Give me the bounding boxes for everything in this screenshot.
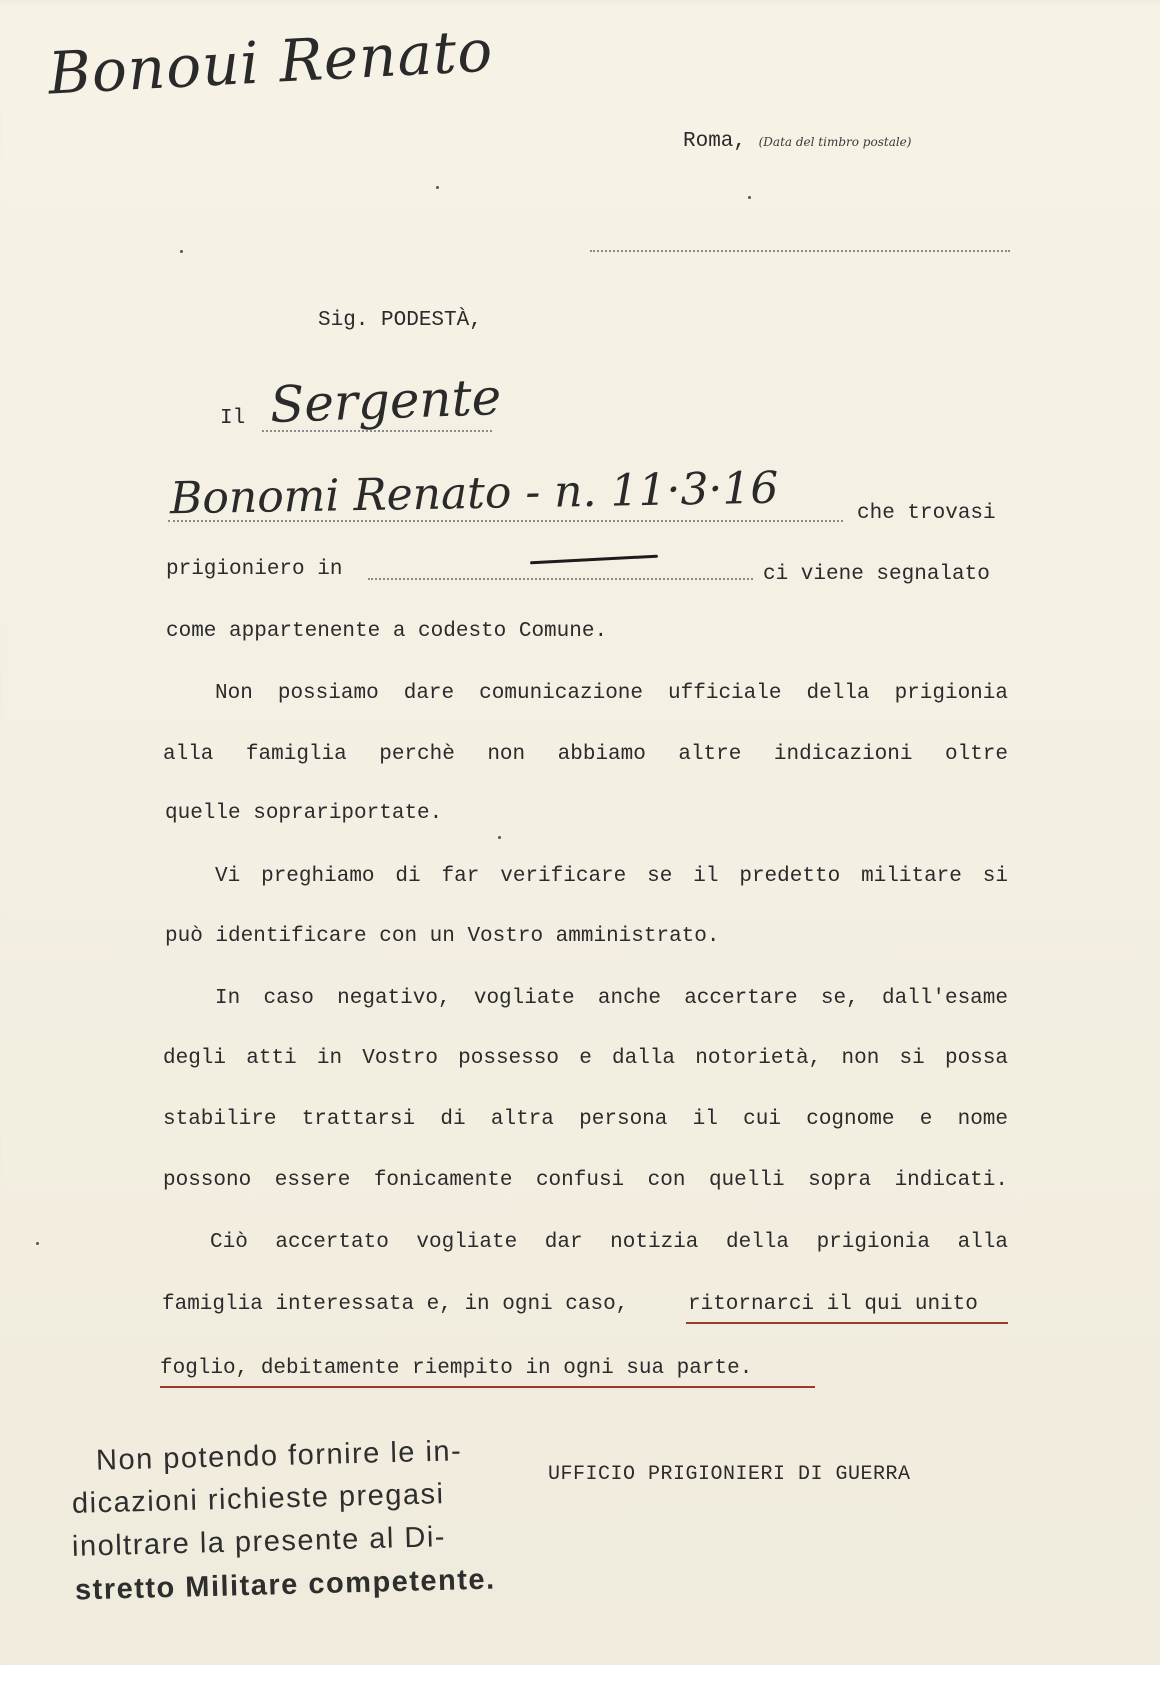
handwritten-rank: Sergente (269, 367, 503, 435)
rank-line (262, 430, 492, 432)
pen-stroke (530, 555, 658, 565)
para3-line1: Vi preghiamo di far verificare se il predetto militare si (215, 865, 1008, 888)
handwritten-soldier-name: Bonomi Renato - n. 11·3·16 (169, 462, 779, 525)
line1-end: che trovasi (857, 502, 996, 525)
place-label (683, 130, 911, 153)
paper-speck (748, 196, 751, 199)
office-signature: UFFICIO PRIGIONIERI DI GUERRA (548, 1463, 911, 1486)
name-line (168, 520, 843, 522)
stamp-line-3: inoltrare la presente al Di- (71, 1521, 447, 1563)
page-edge-right (1160, 0, 1175, 1683)
para4-line4: possono essere fonicamente confusi con quelli sopra indicati. (163, 1169, 1008, 1192)
salutation: Sig. PODESTÀ, (318, 309, 482, 332)
para4-line1: In caso negativo, vogliate anche accertare se, dall'esame (215, 987, 1008, 1010)
date-note: (Data del timbro postale) (758, 135, 912, 149)
paper-speck (180, 250, 183, 253)
underline-red-2 (160, 1386, 815, 1388)
paper-speck (498, 836, 501, 839)
para3-line2: può identificare con un Vostro amministrato. (165, 925, 720, 948)
para5-line3: foglio, debitamente riempito in ogni sua parte. (160, 1357, 753, 1380)
stamp-line-1: Non potendo fornire le in- (95, 1435, 463, 1477)
handwritten-name-top: Bonoui Renato (46, 16, 495, 108)
stamp-line-2: dicazioni richieste pregasi (71, 1478, 445, 1520)
paper-speck (36, 1242, 39, 1245)
article-label: Il (220, 407, 246, 430)
para5-line1: Ciò accertato vogliate dar notizia della prigionia alla (210, 1231, 1008, 1254)
line2-start: prigioniero in (166, 558, 343, 581)
date-line (590, 250, 1010, 252)
para4-line3: stabilire trattarsi di altra persona il cui cognome e nome (163, 1108, 1008, 1131)
para5-line2-start: famiglia interessata e, in ogni caso, (162, 1293, 629, 1316)
page-edge-bottom (0, 1665, 1175, 1683)
underline-red-1 (686, 1322, 1008, 1324)
prison-location-line (368, 578, 753, 580)
line3: come appartenente a codesto Comune. (166, 620, 608, 643)
para2-line3: quelle soprariportate. (165, 802, 443, 825)
para4-line2: degli atti in Vostro possesso e dalla notorietà, non si possa (163, 1047, 1008, 1070)
para2-line2: alla famiglia perchè non abbiamo altre indicazioni oltre (163, 743, 1008, 766)
place-text: Roma, (683, 130, 747, 153)
para2-line1: Non possiamo dare comunicazione ufficiale della prigionia (215, 682, 1008, 705)
stamp-line-4: stretto Militare competente. (74, 1563, 497, 1607)
para5-line2-end: ritornarci il qui unito (688, 1293, 978, 1316)
line2-end: ci viene segnalato (763, 563, 990, 586)
paper-speck (436, 186, 439, 189)
